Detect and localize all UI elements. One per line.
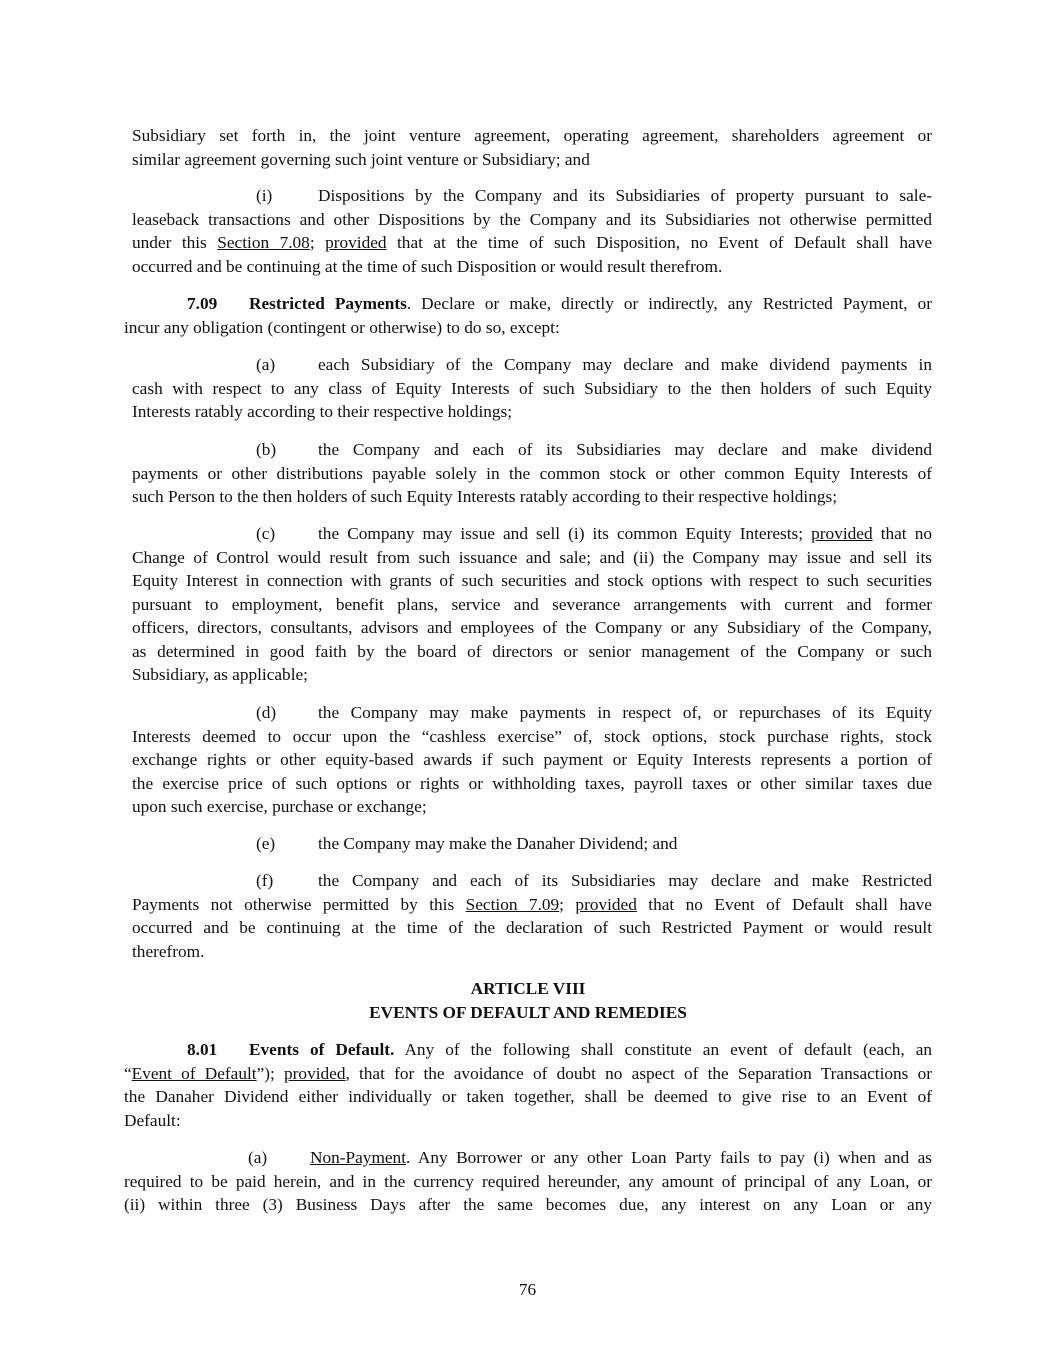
text-line — [132, 869, 932, 893]
clause-text: the Company and each of its Subsidiaries may declare and make dividend — [318, 440, 932, 459]
clause-8-01-a — [124, 1146, 932, 1217]
provided-term: provided — [284, 1063, 346, 1083]
text-line: incur any obligation (contingent or otherwise) to do so, except: — [124, 317, 560, 337]
text-span: Any of the following shall constitute an event of default (each, an — [394, 1040, 933, 1059]
text-line: upon such exercise, purchase or exchange; — [132, 797, 427, 816]
clause-number: (d) — [256, 703, 277, 722]
article-title: EVENTS OF DEFAULT AND REMEDIES — [369, 1002, 687, 1022]
clause-number: (a) — [248, 1148, 268, 1167]
text-span: Payments not otherwise permitted by this — [132, 894, 466, 914]
text-line — [132, 438, 932, 462]
text-line: Interests ratably according to their respective holdings; — [132, 402, 513, 421]
clause-number: (a) — [256, 355, 276, 374]
text-line: therefrom. — [132, 941, 205, 961]
provided-term: provided — [575, 894, 637, 914]
section-number: 7.09 — [187, 294, 218, 313]
text-span: . Declare or make, directly or indirectly, any Restricted Payment, or — [406, 294, 932, 313]
clause-a — [132, 353, 932, 424]
clause-text: the Company may make the Danaher Dividend; and — [318, 834, 678, 853]
text-line: such Person to the then holders of such Equity Interests ratably according to their respective holdings; — [132, 487, 837, 506]
section-reference: Section 7.08 — [217, 233, 310, 252]
clause-c — [132, 522, 932, 687]
section-number: 8.01 — [187, 1040, 218, 1059]
text-line — [124, 1146, 932, 1170]
text-line: required to be paid herein, and in the currency required hereunder, any amount of principal of any Loan, or — [124, 1171, 932, 1191]
text-line — [124, 292, 932, 316]
text-line: pursuant to employment, benefit plans, service and severance arrangements with current and former — [132, 594, 932, 614]
clause-number: (f) — [256, 871, 274, 890]
text-line: Subsidiary, as applicable; — [132, 665, 308, 684]
page-number: 76 — [518, 1280, 537, 1299]
defined-term: Event of Default — [131, 1063, 257, 1083]
text-line: similar agreement governing such joint venture or Subsidiary; and — [132, 149, 590, 169]
provided-term: provided — [811, 524, 873, 543]
text-line: Equity Interest in connection with grants of such securities and stock options with respect to such securities — [132, 571, 932, 590]
clause-number: (c) — [256, 524, 276, 543]
clause-e — [132, 832, 932, 856]
text-span: that no — [872, 524, 932, 543]
text-span: , that for the avoidance of doubt no aspect of the Separation Transactions or — [345, 1063, 932, 1083]
clause-f — [132, 869, 932, 963]
clause-b — [132, 438, 932, 509]
clause-number: (i) — [256, 186, 273, 205]
clause-d — [132, 701, 932, 819]
section-8-01 — [124, 1038, 932, 1132]
text-line — [132, 184, 932, 208]
text-line: occurred and be continuing at the time of such Disposition or would result therefrom. — [132, 256, 723, 276]
text-line — [124, 1038, 932, 1062]
section-7-09 — [124, 292, 932, 339]
text-span: under this — [132, 233, 218, 252]
text-span: “ — [124, 1063, 132, 1083]
text-line — [132, 231, 932, 255]
article-heading — [124, 977, 932, 1024]
clause-text: the Company and each of its Subsidiaries may declare and make Restricted — [318, 871, 932, 890]
text-line: Interests deemed to occur upon the “cashless exercise” of, stock options, stock purchase rights, stock — [132, 726, 932, 746]
text-line: the Danaher Dividend either individually or taken together, shall be deemed to give rise to an Event of — [124, 1087, 932, 1106]
text-line: (ii) within three (3) Business Days after the same becomes due, any interest on any Loan or any — [124, 1195, 932, 1214]
text-line: payments or other distributions payable solely in the common stock or other common Equity Interests of — [132, 463, 932, 483]
text-line — [124, 1062, 932, 1086]
clause-text: each Subsidiary of the Company may declare and make dividend payments in — [318, 355, 932, 374]
clause-text: Dispositions by the Company and its Subsidiaries of property pursuant to sale- — [318, 186, 932, 205]
text-line: Subsidiary set forth in, the joint venture agreement, operating agreement, shareholders agreement or — [132, 126, 932, 145]
text-line — [132, 832, 932, 856]
text-line: Change of Control would result from such issuance and sale; and (ii) the Company may issue and sell its — [132, 547, 932, 567]
text-span: that no Event of Default shall have — [636, 894, 932, 914]
clause-number: (e) — [256, 834, 276, 853]
text-line: the exercise price of such options or rights or withholding taxes, payroll taxes or other similar taxes due — [132, 773, 932, 793]
section-title: Events of Default. — [249, 1040, 395, 1059]
text-line — [132, 522, 932, 546]
paragraph-continuation — [132, 124, 932, 171]
clause-number: (b) — [256, 440, 277, 459]
clause-text: the Company may make payments in respect of, or repurchases of its Equity — [318, 703, 932, 722]
clause-i — [132, 184, 932, 278]
clause-heading: Non-Payment — [310, 1148, 406, 1167]
text-span: . Any Borrower or any other Loan Party fails to pay (i) when and as — [406, 1148, 932, 1167]
text-line: Default: — [124, 1110, 181, 1130]
text-line — [132, 893, 932, 917]
text-line: occurred and be continuing at the time of the declaration of such Restricted Payment or would result — [132, 918, 932, 937]
text-line — [132, 353, 932, 377]
text-line: exchange rights or other equity-based awards if such payment or Equity Interests represents a portion of — [132, 750, 932, 769]
clause-text: the Company may issue and sell (i) its common Equity Interests; — [318, 524, 812, 543]
text-line: leaseback transactions and other Dispositions by the Company and its Subsidiaries not otherwise permitted — [132, 209, 932, 229]
section-reference: Section 7.09 — [465, 894, 560, 914]
text-span: that at the time of such Disposition, no Event of Default shall have — [386, 233, 932, 252]
text-span: ”); — [256, 1063, 285, 1083]
article-number: ARTICLE VIII — [470, 979, 586, 998]
text-line: as determined in good faith by the board of directors or senior management of the Company or such — [132, 641, 932, 661]
text-span: ; — [309, 233, 326, 252]
text-span: ; — [559, 894, 576, 914]
text-line: officers, directors, consultants, advisors and employees of the Company or any Subsidiary of the Company, — [132, 618, 932, 637]
text-line — [132, 701, 932, 725]
section-title: Restricted Payments — [249, 294, 407, 313]
text-line: cash with respect to any class of Equity Interests of such Subsidiary to the then holders of such Equity — [132, 378, 932, 398]
provided-term: provided — [325, 233, 387, 252]
